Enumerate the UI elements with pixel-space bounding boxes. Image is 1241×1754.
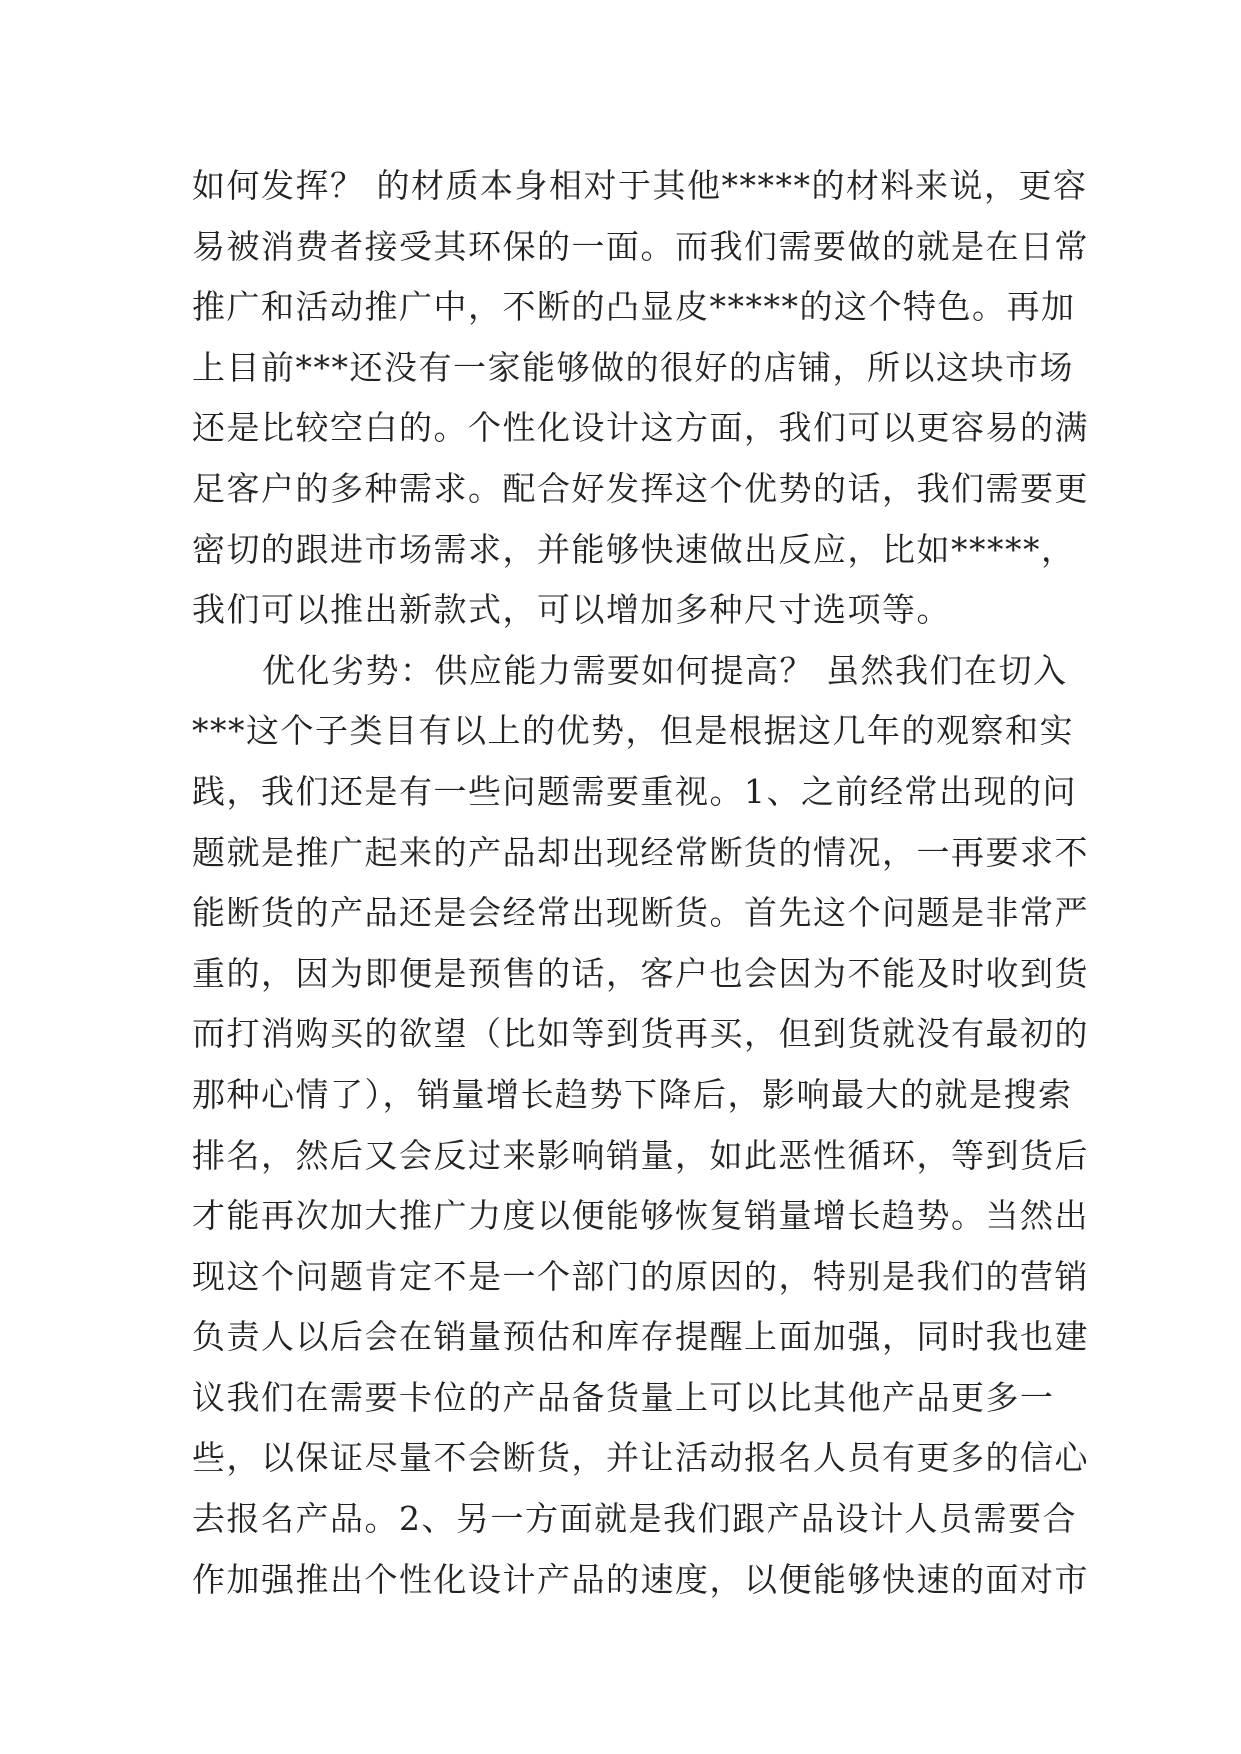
text-line: 上目前***还没有一家能够做的很好的店铺，所以这块市场: [192, 347, 1074, 387]
text-line: ***这个子类目有以上的优势，但是根据这几年的观察和实: [192, 711, 1074, 751]
text-line: 负责人以后会在销量预估和库存提醒上面加强，同时我也建: [192, 1317, 1089, 1357]
text-line: 能断货的产品还是会经常出现断货。首先这个问题是非常严: [192, 893, 1089, 933]
text-line: 而打消购买的欲望（比如等到货再买，但到货就没有最初的: [192, 1014, 1089, 1054]
text-line: 作加强推出个性化设计产品的速度，以便能够快速的面对市: [192, 1559, 1089, 1599]
paragraph-start-line: 优化劣势：供应能力需要如何提高？ 虽然我们在切入: [262, 650, 1068, 690]
text-line: 如何发挥？ 的材质本身相对于其他*****的材料来说，更容: [192, 166, 1088, 205]
text-line: 密切的跟进市场需求，并能够快速做出反应，比如*****，: [192, 529, 1076, 569]
text-line: 去报名产品。2、另一方面就是我们跟产品设计人员需要合: [192, 1499, 1077, 1539]
text-line: 足客户的多种需求。配合好发挥这个优势的话，我们需要更: [192, 468, 1089, 508]
body-text: [192, 162, 1089, 1616]
text-line: 还是比较空白的。个性化设计这方面，我们可以更容易的满: [192, 408, 1089, 448]
text-line: 才能再次加大推广力度以便能够恢复销量增长趋势。当然出: [192, 1196, 1089, 1236]
text-line: 推广和活动推广中，不断的凸显皮*****的这个特色。再加: [192, 287, 1076, 327]
text-line: 重的，因为即便是预售的话，客户也会因为不能及时收到货: [192, 953, 1089, 993]
text-line: 议我们在需要卡位的产品备货量上可以比其他产品更多一: [192, 1377, 1055, 1417]
text-line: 我们可以推出新款式，可以增加多种尺寸选项等。: [192, 590, 951, 630]
text-line: 题就是推广起来的产品却出现经常断货的情况，一再要求不: [192, 832, 1089, 872]
text-line: 践，我们还是有一些问题需要重视。1、之前经常出现的问: [192, 771, 1077, 811]
text-line: 那种心情了），销量增长趋势下降后，影响最大的就是搜索: [192, 1074, 1073, 1114]
text-line: 些，以保证尽量不会断货，并让活动报名人员有更多的信心: [192, 1438, 1089, 1478]
text-line: 易被消费者接受其环保的一面。而我们需要做的就是在日常: [192, 226, 1089, 266]
text-line: 排名，然后又会反过来影响销量，如此恶性循环，等到货后: [192, 1135, 1089, 1175]
text-line: 现这个问题肯定不是一个部门的原因的，特别是我们的营销: [192, 1256, 1089, 1296]
